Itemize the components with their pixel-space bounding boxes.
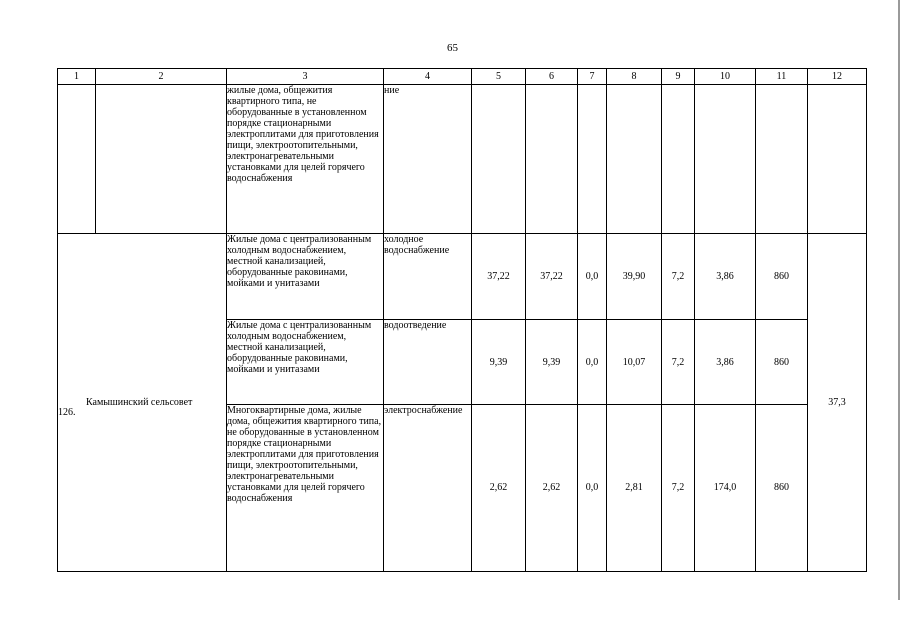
consumer-category-cell: Жилые дома с централизованным холодным водоснабжением, местной канализацией, оборудованные раковинами, мойками и унитазами: [227, 234, 384, 320]
value-cell: 7,2: [662, 404, 695, 571]
empty-cell: [808, 85, 867, 234]
value-cell: 0,0: [578, 404, 607, 571]
value-cell: 0,0: [578, 234, 607, 320]
column-header: 10: [695, 69, 756, 85]
value-cell: 37,3: [808, 234, 867, 572]
value-cell: 3,86: [695, 234, 756, 320]
tariff-table: [57, 68, 867, 572]
value-cell: 7,2: [662, 234, 695, 320]
empty-cell: [695, 85, 756, 234]
empty-cell: [526, 85, 578, 234]
value-cell: 39,90: [607, 234, 662, 320]
page-number: 65: [447, 42, 458, 54]
value-cell: 0,0: [578, 320, 607, 404]
column-header: 9: [662, 69, 695, 85]
empty-cell: [607, 85, 662, 234]
municipality-name: Камышинский сельсовет: [86, 397, 193, 409]
column-header: 1: [58, 69, 96, 85]
empty-cell: [756, 85, 808, 234]
consumer-category-cell: жилые дома, общежития квартирного типа, не оборудованные в установленном порядке стационарными электроплитами для приготовления пищи, электроотопительными, электронагревательными установками для целей горячего водоснабжения: [227, 85, 384, 234]
column-header: 4: [384, 69, 472, 85]
column-header: 12: [808, 69, 867, 85]
value-cell: 174,0: [695, 404, 756, 571]
empty-cell: [58, 85, 96, 234]
consumer-category-cell: Жилые дома с централизованным холодным водоснабжением, местной канализацией, оборудованные раковинами, мойками и унитазами: [227, 320, 384, 404]
value-cell: 9,39: [472, 320, 526, 404]
value-cell: 2,81: [607, 404, 662, 571]
column-header: 3: [227, 69, 384, 85]
value-cell: 860: [756, 234, 808, 320]
value-cell: 2,62: [472, 404, 526, 571]
municipality-cell: [58, 234, 227, 572]
column-header: 11: [756, 69, 808, 85]
continuation-row: [58, 85, 867, 234]
value-cell: 37,22: [526, 234, 578, 320]
column-header: 8: [607, 69, 662, 85]
empty-cell: [578, 85, 607, 234]
empty-cell: [96, 85, 227, 234]
value-cell: 2,62: [526, 404, 578, 571]
page-edge-line: [898, 0, 900, 600]
value-cell: 10,07: [607, 320, 662, 404]
service-cell: холодное водоснабжение: [384, 234, 472, 320]
row-number: 126.: [58, 407, 76, 419]
service-cell: ние: [384, 85, 472, 234]
column-header: 5: [472, 69, 526, 85]
value-cell: 860: [756, 404, 808, 571]
service-cell: электроснабжение: [384, 404, 472, 571]
empty-cell: [472, 85, 526, 234]
value-cell: 7,2: [662, 320, 695, 404]
value-cell: 37,22: [472, 234, 526, 320]
column-number-header-row: [58, 69, 867, 85]
column-header: 2: [96, 69, 227, 85]
column-header: 6: [526, 69, 578, 85]
value-cell: 3,86: [695, 320, 756, 404]
column-header: 7: [578, 69, 607, 85]
service-cell: водоотведение: [384, 320, 472, 404]
consumer-category-cell: Многоквартирные дома, жилые дома, общежития квартирного типа, не оборудованные в установленном порядке стационарными электроплитами для приготовления пищи, электроотопительными, электронагревательными установками для целей горячего водоснабжения: [227, 404, 384, 571]
value-cell: 860: [756, 320, 808, 404]
table-row: [58, 234, 867, 320]
value-cell: 9,39: [526, 320, 578, 404]
empty-cell: [662, 85, 695, 234]
